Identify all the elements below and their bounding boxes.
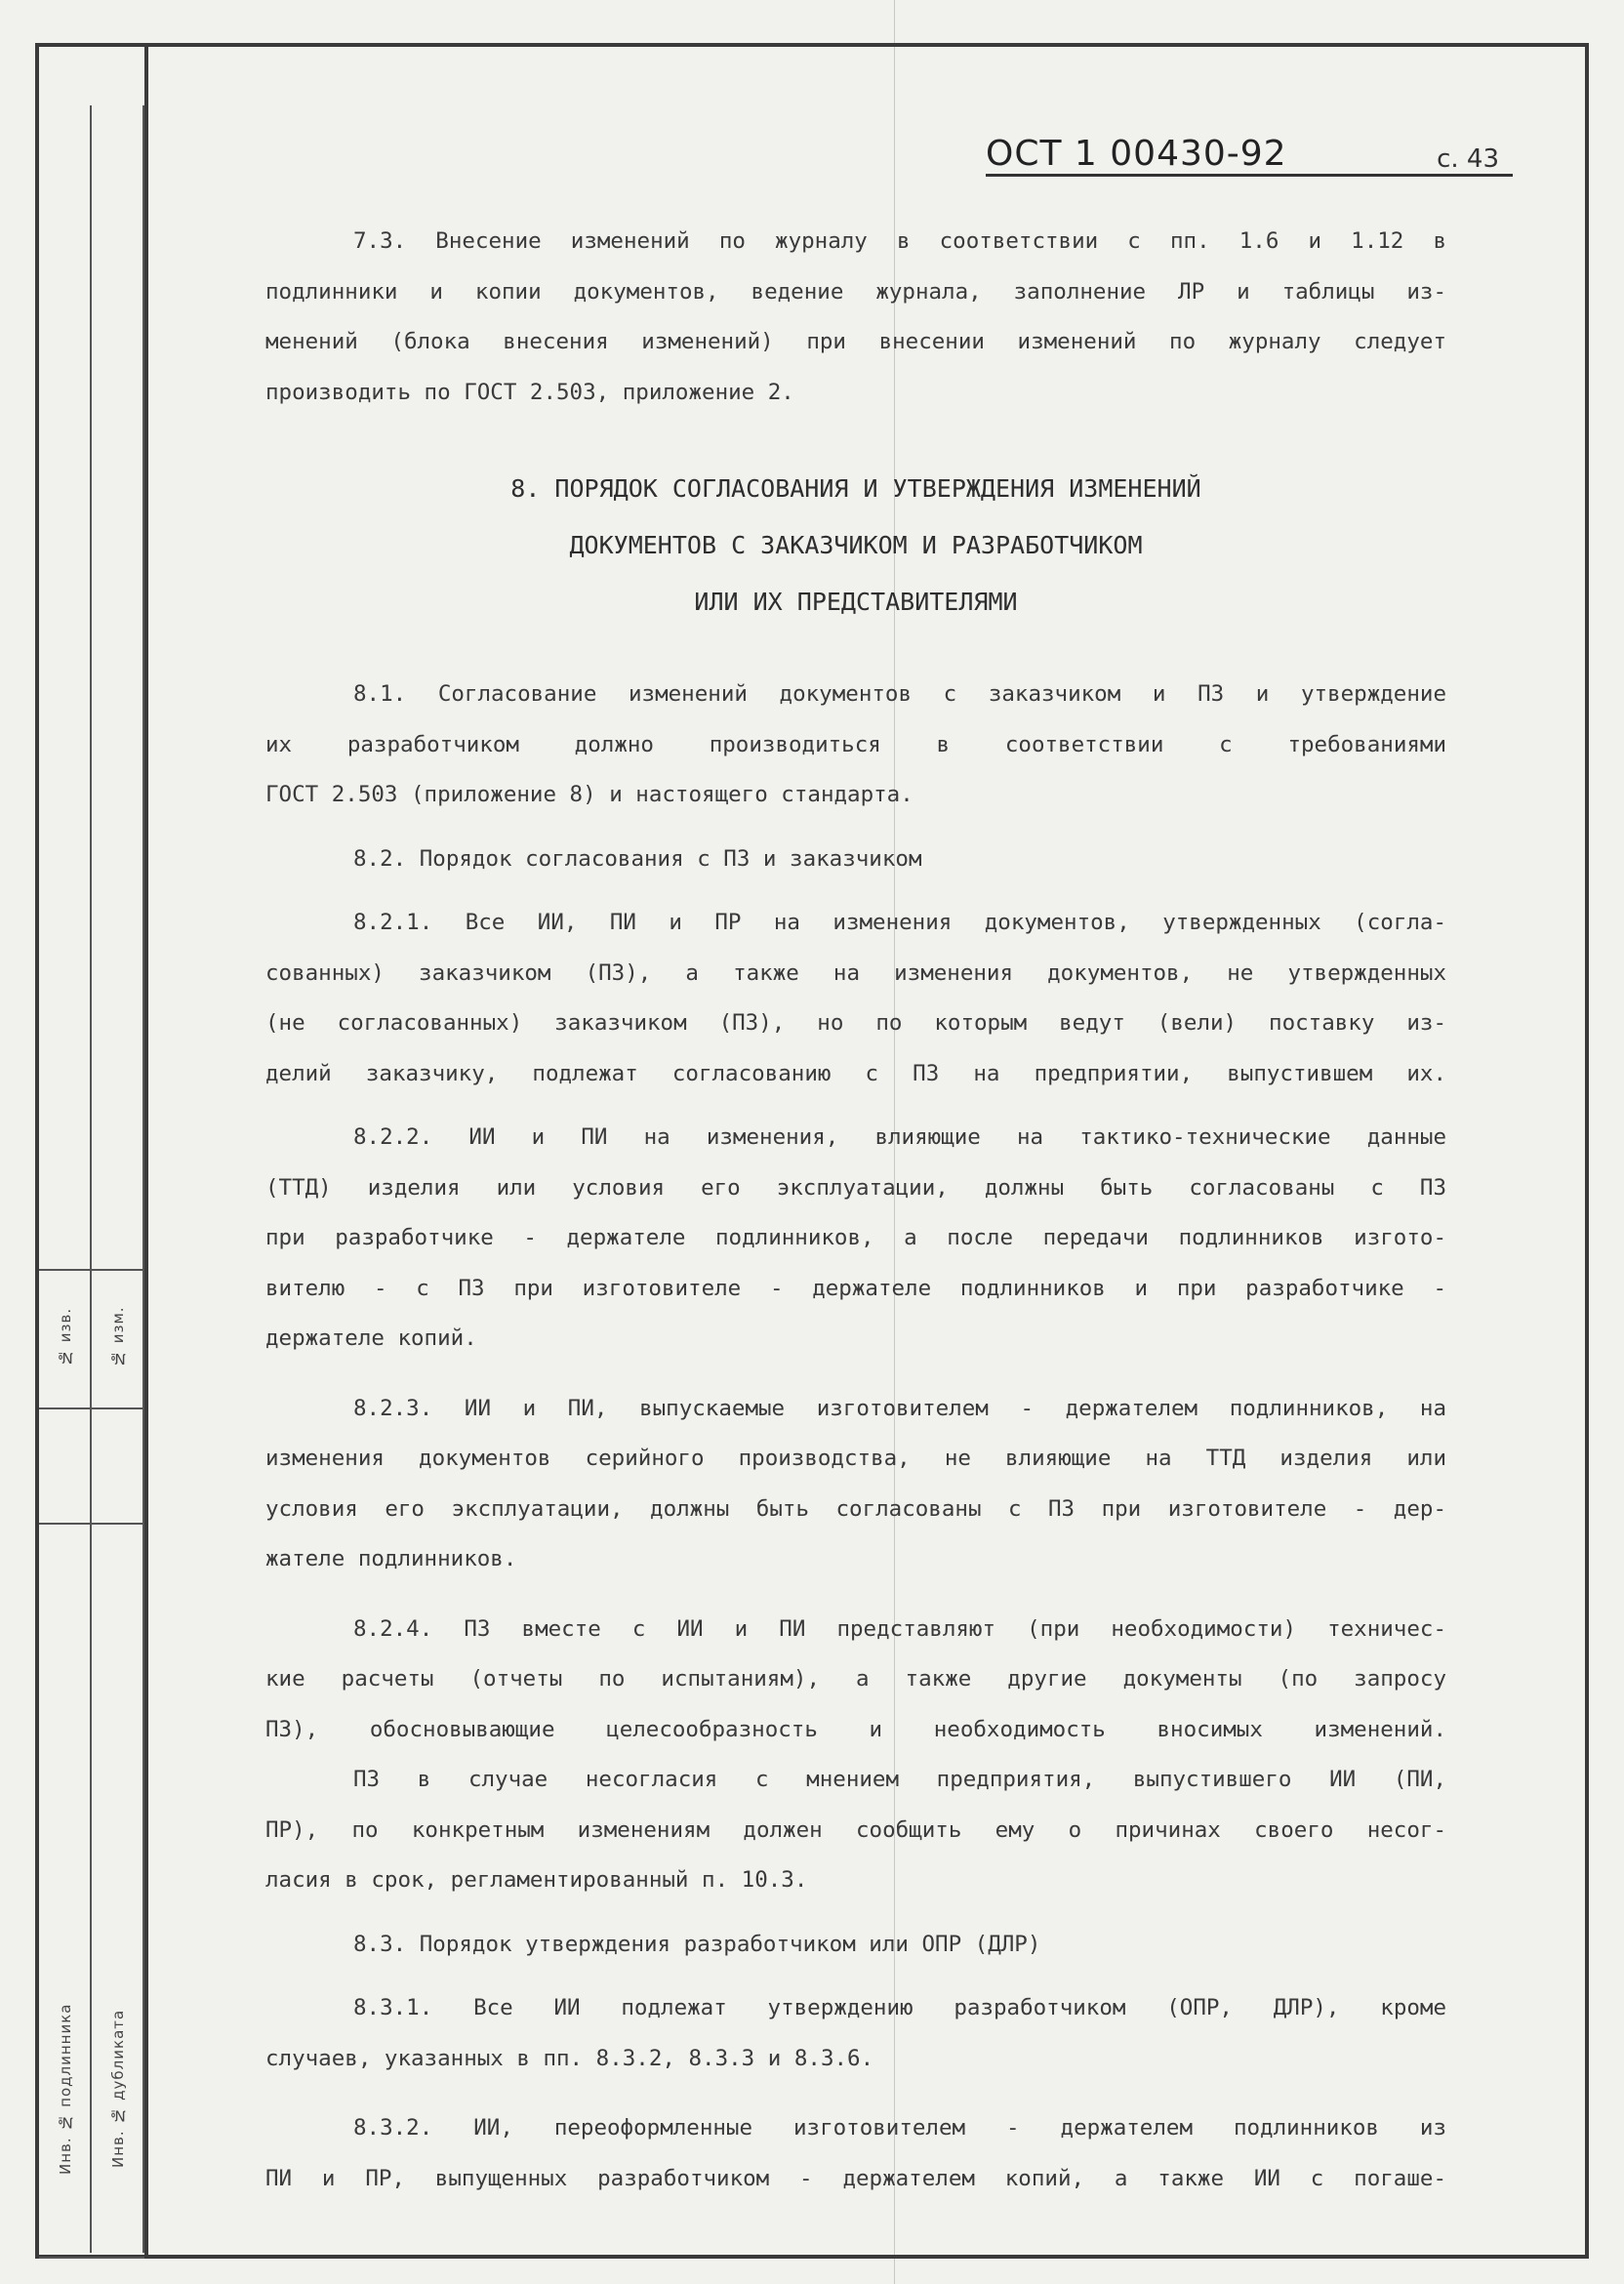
text-line: 8.2.3. ИИ и ПИ, выпускаемые изготовителем - держателем подлинников, на — [353, 1395, 1446, 1421]
section-8-heading — [265, 461, 1446, 631]
spacer — [265, 884, 1446, 898]
text-line: ГОСТ 2.503 (приложение 8) и настоящего стандарта. — [265, 782, 914, 807]
text-line: 8.3. Порядок утверждения разработчиком или ОПР (ДЛР) — [353, 1931, 1041, 1957]
stamp-label-original-inventory: Инв. № подлинника — [57, 2003, 74, 2175]
spacer — [265, 1365, 1446, 1384]
stamp-label-change-number: № изм. — [109, 1306, 127, 1368]
text-line: жателе подлинников. — [265, 1546, 517, 1571]
text-line: ПЗ в случае несогласия с мнением предприятия, выпустившего ИИ (ПИ, — [353, 1767, 1446, 1792]
spacer — [265, 2084, 1446, 2103]
text-line: 8.3.1. Все ИИ подлежат утверждению разработчиком (ОПР, ДЛР), кроме — [353, 1995, 1446, 2020]
page-number: с. 43 — [1437, 144, 1499, 174]
stamp-label-duplicate-inventory: Инв. № дубликата — [109, 2009, 127, 2169]
text-line: сованных) заказчиком (ПЗ), а также на изменения документов, не утвержденных — [265, 959, 1446, 986]
paragraph-8-2-2 — [265, 1113, 1446, 1365]
paragraph-8-2-4 — [265, 1605, 1446, 1906]
paragraph-8-3 — [265, 1920, 1446, 1971]
spacer — [265, 631, 1446, 670]
paragraph-8-2-3 — [265, 1384, 1446, 1585]
text-line: менений (блока внесения изменений) при внесении изменений по журналу следует — [265, 329, 1446, 354]
text-line: 8.2.4. ПЗ вместе с ИИ и ПИ представляют (при необходимости) техничес- — [353, 1615, 1446, 1642]
spacer — [265, 821, 1446, 835]
text-line: 8.2. Порядок согласования с ПЗ и заказчиком — [353, 845, 922, 872]
text-line: держателе копий. — [265, 1326, 477, 1351]
text-line: условия его эксплуатации, должны быть согласованы с ПЗ при изготовителе - дер- — [265, 1495, 1446, 1522]
document-body — [265, 217, 1446, 2204]
text-line: кие расчеты (отчеты по испытаниям), а также другие документы (по запросу — [265, 1666, 1446, 1692]
spacer — [265, 1585, 1446, 1605]
text-line: изменения документов серийного производства, не влияющие на ТТД изделия или — [265, 1446, 1446, 1471]
text-line: (не согласованных) заказчиком (ПЗ), но по которым ведут (вели) поставку из- — [265, 1010, 1446, 1036]
text-line: ПР), по конкретным изменениям должен сообщить ему о причинах своего несог- — [265, 1816, 1446, 1843]
text-line: (ТТД) изделия или условия его эксплуатации, должны быть согласованы с ПЗ — [265, 1174, 1446, 1201]
paragraph-8-1 — [265, 670, 1446, 821]
text-line: делий заказчику, подлежат согласованию с ПЗ на предприятии, выпустившем их. — [265, 1060, 1446, 1086]
text-line: 8.1. Согласование изменений документов с заказчиком и ПЗ и утверждение — [353, 681, 1446, 707]
text-line: случаев, указанных в пп. 8.3.2, 8.3.3 и 8.3.6. — [265, 2045, 874, 2071]
heading-line: ИЛИ ИХ ПРЕДСТАВИТЕЛЯМИ — [694, 588, 1018, 616]
paragraph-8-3-2 — [265, 2103, 1446, 2204]
heading-line: ДОКУМЕНТОВ С ЗАКАЗЧИКОМ И РАЗРАБОТЧИКОМ — [569, 531, 1143, 559]
paragraph-8-3-1 — [265, 1983, 1446, 2084]
stamp-label-notice-number: № изв. — [57, 1307, 74, 1367]
page-header — [986, 119, 1513, 177]
text-line: ПИ и ПР, выпущенных разработчиком - держателем копий, а также ИИ с погаше- — [265, 2165, 1446, 2191]
spacer — [265, 1099, 1446, 1113]
paragraph-8-2-1 — [265, 898, 1446, 1099]
text-line: 8.2.1. Все ИИ, ПИ и ПР на изменения документов, утвержденных (согла- — [353, 910, 1446, 935]
heading-line: 8. ПОРЯДОК СОГЛАСОВАНИЯ И УТВЕРЖДЕНИЯ ИЗМЕНЕНИЙ — [510, 474, 1201, 503]
text-line: их разработчиком должно производиться в соответствии с требованиями — [265, 731, 1446, 757]
paragraph-8-2 — [265, 835, 1446, 885]
text-line: 8.3.2. ИИ, переоформленные изготовителем - держателем подлинников из — [353, 2115, 1446, 2141]
text-line: ласия в срок, регламентированный п. 10.3. — [265, 1867, 808, 1893]
text-line: ПЗ), обосновывающие целесообразность и необходимость вносимых изменений. — [265, 1716, 1446, 1742]
spacer — [265, 1906, 1446, 1920]
paragraph-7-3 — [265, 217, 1446, 418]
text-line: вителю - с ПЗ при изготовителе - держателе подлинников и при разработчике - — [265, 1275, 1446, 1301]
spacer — [265, 1970, 1446, 1983]
text-line: 8.2.2. ИИ и ПИ на изменения, влияющие на тактико-технические данные — [353, 1124, 1446, 1150]
spacer — [265, 418, 1446, 461]
text-line: производить по ГОСТ 2.503, приложение 2. — [265, 379, 794, 405]
text-line: 7.3. Внесение изменений по журналу в соответствии с пп. 1.6 и 1.12 в — [353, 228, 1446, 254]
text-line: подлинники и копии документов, ведение журнала, заполнение ЛР и таблицы из- — [265, 278, 1446, 305]
text-line: при разработчике - держателе подлинников, а после передачи подлинников изгото- — [265, 1225, 1446, 1250]
standard-code: ОСТ 1 00430-92 — [986, 134, 1287, 174]
